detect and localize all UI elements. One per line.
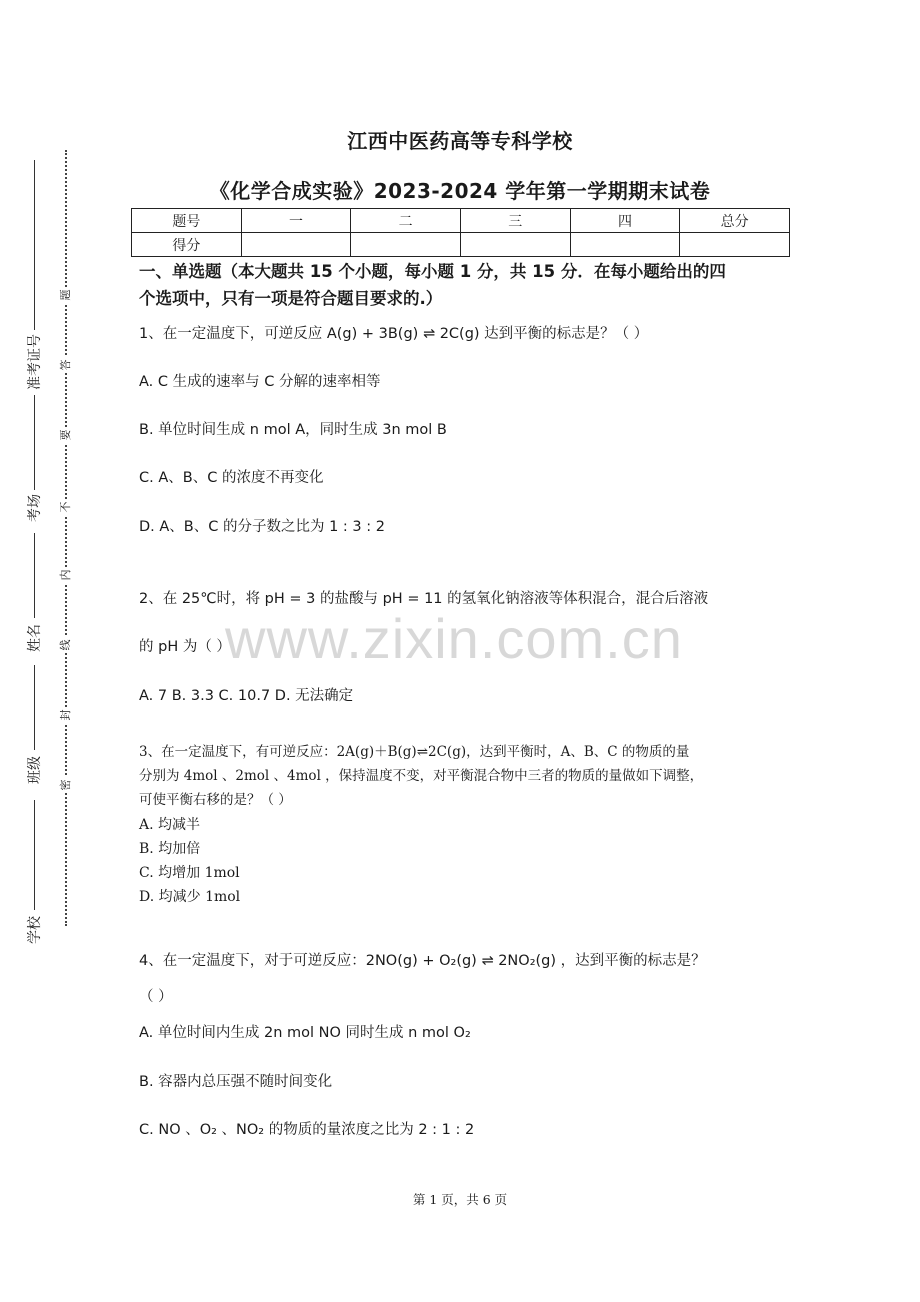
margin-line-class — [34, 665, 35, 750]
q2-stem-line1: 2、在 25℃时，将 pH = 3 的盐酸与 pH = 11 的氢氧化钠溶液等体积混合，混合后溶液 — [139, 591, 709, 607]
margin-label-school: 学校 — [27, 916, 43, 944]
margin-line-name — [34, 533, 35, 618]
margin-label-exam-room: 考场 — [27, 494, 43, 522]
q2-options: A. 7 B. 3.3 C. 10.7 D. 无法确定 — [139, 688, 354, 704]
q1-option-a: A. C 生成的速率与 C 分解的速率相等 — [139, 374, 381, 390]
score-cell-header: 二 — [351, 209, 461, 233]
dotted-char-yao: 要 — [59, 427, 73, 443]
score-cell-header: 总分 — [680, 209, 790, 233]
q3-option-a: A. 均减半 — [139, 817, 201, 833]
dotted-char-nei: 内 — [59, 567, 73, 583]
q4-option-a: A. 单位时间内生成 2n mol NO 同时生成 n mol O₂ — [139, 1025, 471, 1041]
dotted-char-da: 答 — [59, 357, 73, 373]
dotted-char-feng: 封 — [59, 707, 73, 723]
margin-label-class: 班级 — [27, 756, 43, 784]
section-heading-line2: 个选项中，只有一项是符合题目要求的.） — [139, 289, 443, 308]
q3-option-d: D. 均减少 1mol — [139, 889, 241, 905]
q3-stem — [139, 740, 809, 812]
score-cell-header: 三 — [460, 209, 570, 233]
binding-dotted-line — [65, 150, 67, 926]
dotted-char-xian: 线 — [59, 637, 73, 653]
q1-option-d: D. A、B、C 的分子数之比为 1 : 3 : 2 — [139, 519, 385, 535]
score-table — [131, 208, 790, 257]
q4-option-c: C. NO 、O₂ 、NO₂ 的物质的量浓度之比为 2 : 1 : 2 — [139, 1122, 475, 1138]
q3-options — [139, 813, 240, 909]
q3-option-b: B. 均加倍 — [139, 841, 201, 857]
q4-stem-line1: 4、在一定温度下，对于可逆反应：2NO(g) + O₂(g) ⇌ 2NO₂(g) ，达到平衡的标志是？ — [139, 953, 706, 969]
page-footer: 第 1 页，共 6 页 — [412, 1192, 508, 1207]
margin-line-exam-room — [34, 395, 35, 490]
margin-label-name: 姓名 — [27, 624, 43, 652]
score-cell-header: 一 — [241, 209, 351, 233]
score-cell-blank — [241, 233, 351, 257]
margin-line-school — [34, 800, 35, 910]
q3-stem-line1: 3、在一定温度下，有可逆反应：2A(g)＋B(g)⇌2C(g)，达到平衡时，A、B、C 的物质的量 — [139, 744, 690, 760]
score-cell-header: 四 — [570, 209, 680, 233]
q4-stem-line2: （ ） — [139, 989, 173, 1005]
q3-stem-line3: 可使平衡右移的是？（ ） — [139, 792, 292, 808]
q3-stem-line2: 分别为 4mol 、2mol 、4mol ，保持温度不变，对平衡混合物中三者的物质的量做如下调整， — [139, 768, 704, 784]
dotted-char-ti: 题 — [59, 287, 73, 303]
margin-label-exam-id: 准考证号 — [27, 334, 43, 390]
exam-title: 《化学合成实验》2023-2024 学年第一学期期末试卷 — [209, 179, 711, 203]
q4-option-b: B. 容器内总压强不随时间变化 — [139, 1074, 333, 1090]
score-cell-header: 题号 — [132, 209, 242, 233]
q2-stem-line2: 的 pH 为（ ） — [139, 639, 231, 655]
score-table-header-row — [132, 209, 790, 233]
section-heading-line1: 一、单选题（本大题共 15 个小题，每小题 1 分，共 15 分．在每小题给出的四 — [139, 262, 726, 281]
q1-option-b: B. 单位时间生成 n mol A，同时生成 3n mol B — [139, 422, 447, 438]
watermark-text: www.zixin.com.cn — [225, 607, 683, 670]
q1-option-c: C. A、B、C 的浓度不再变化 — [139, 470, 324, 486]
q1-stem: 1、在一定温度下，可逆反应 A(g) + 3B(g) ⇌ 2C(g) 达到平衡的标志是？（ ） — [139, 326, 649, 342]
score-table-score-row — [132, 233, 790, 257]
score-cell-blank — [351, 233, 461, 257]
school-title: 江西中医药高等专科学校 — [347, 129, 573, 153]
section-heading — [139, 258, 799, 312]
score-row-label: 得分 — [132, 233, 242, 257]
dotted-char-mi: 密 — [59, 777, 73, 793]
q3-option-c: C. 均增加 1mol — [139, 865, 240, 881]
score-cell-blank — [460, 233, 570, 257]
score-cell-blank — [570, 233, 680, 257]
score-cell-blank — [680, 233, 790, 257]
dotted-char-bu: 不 — [59, 499, 73, 515]
